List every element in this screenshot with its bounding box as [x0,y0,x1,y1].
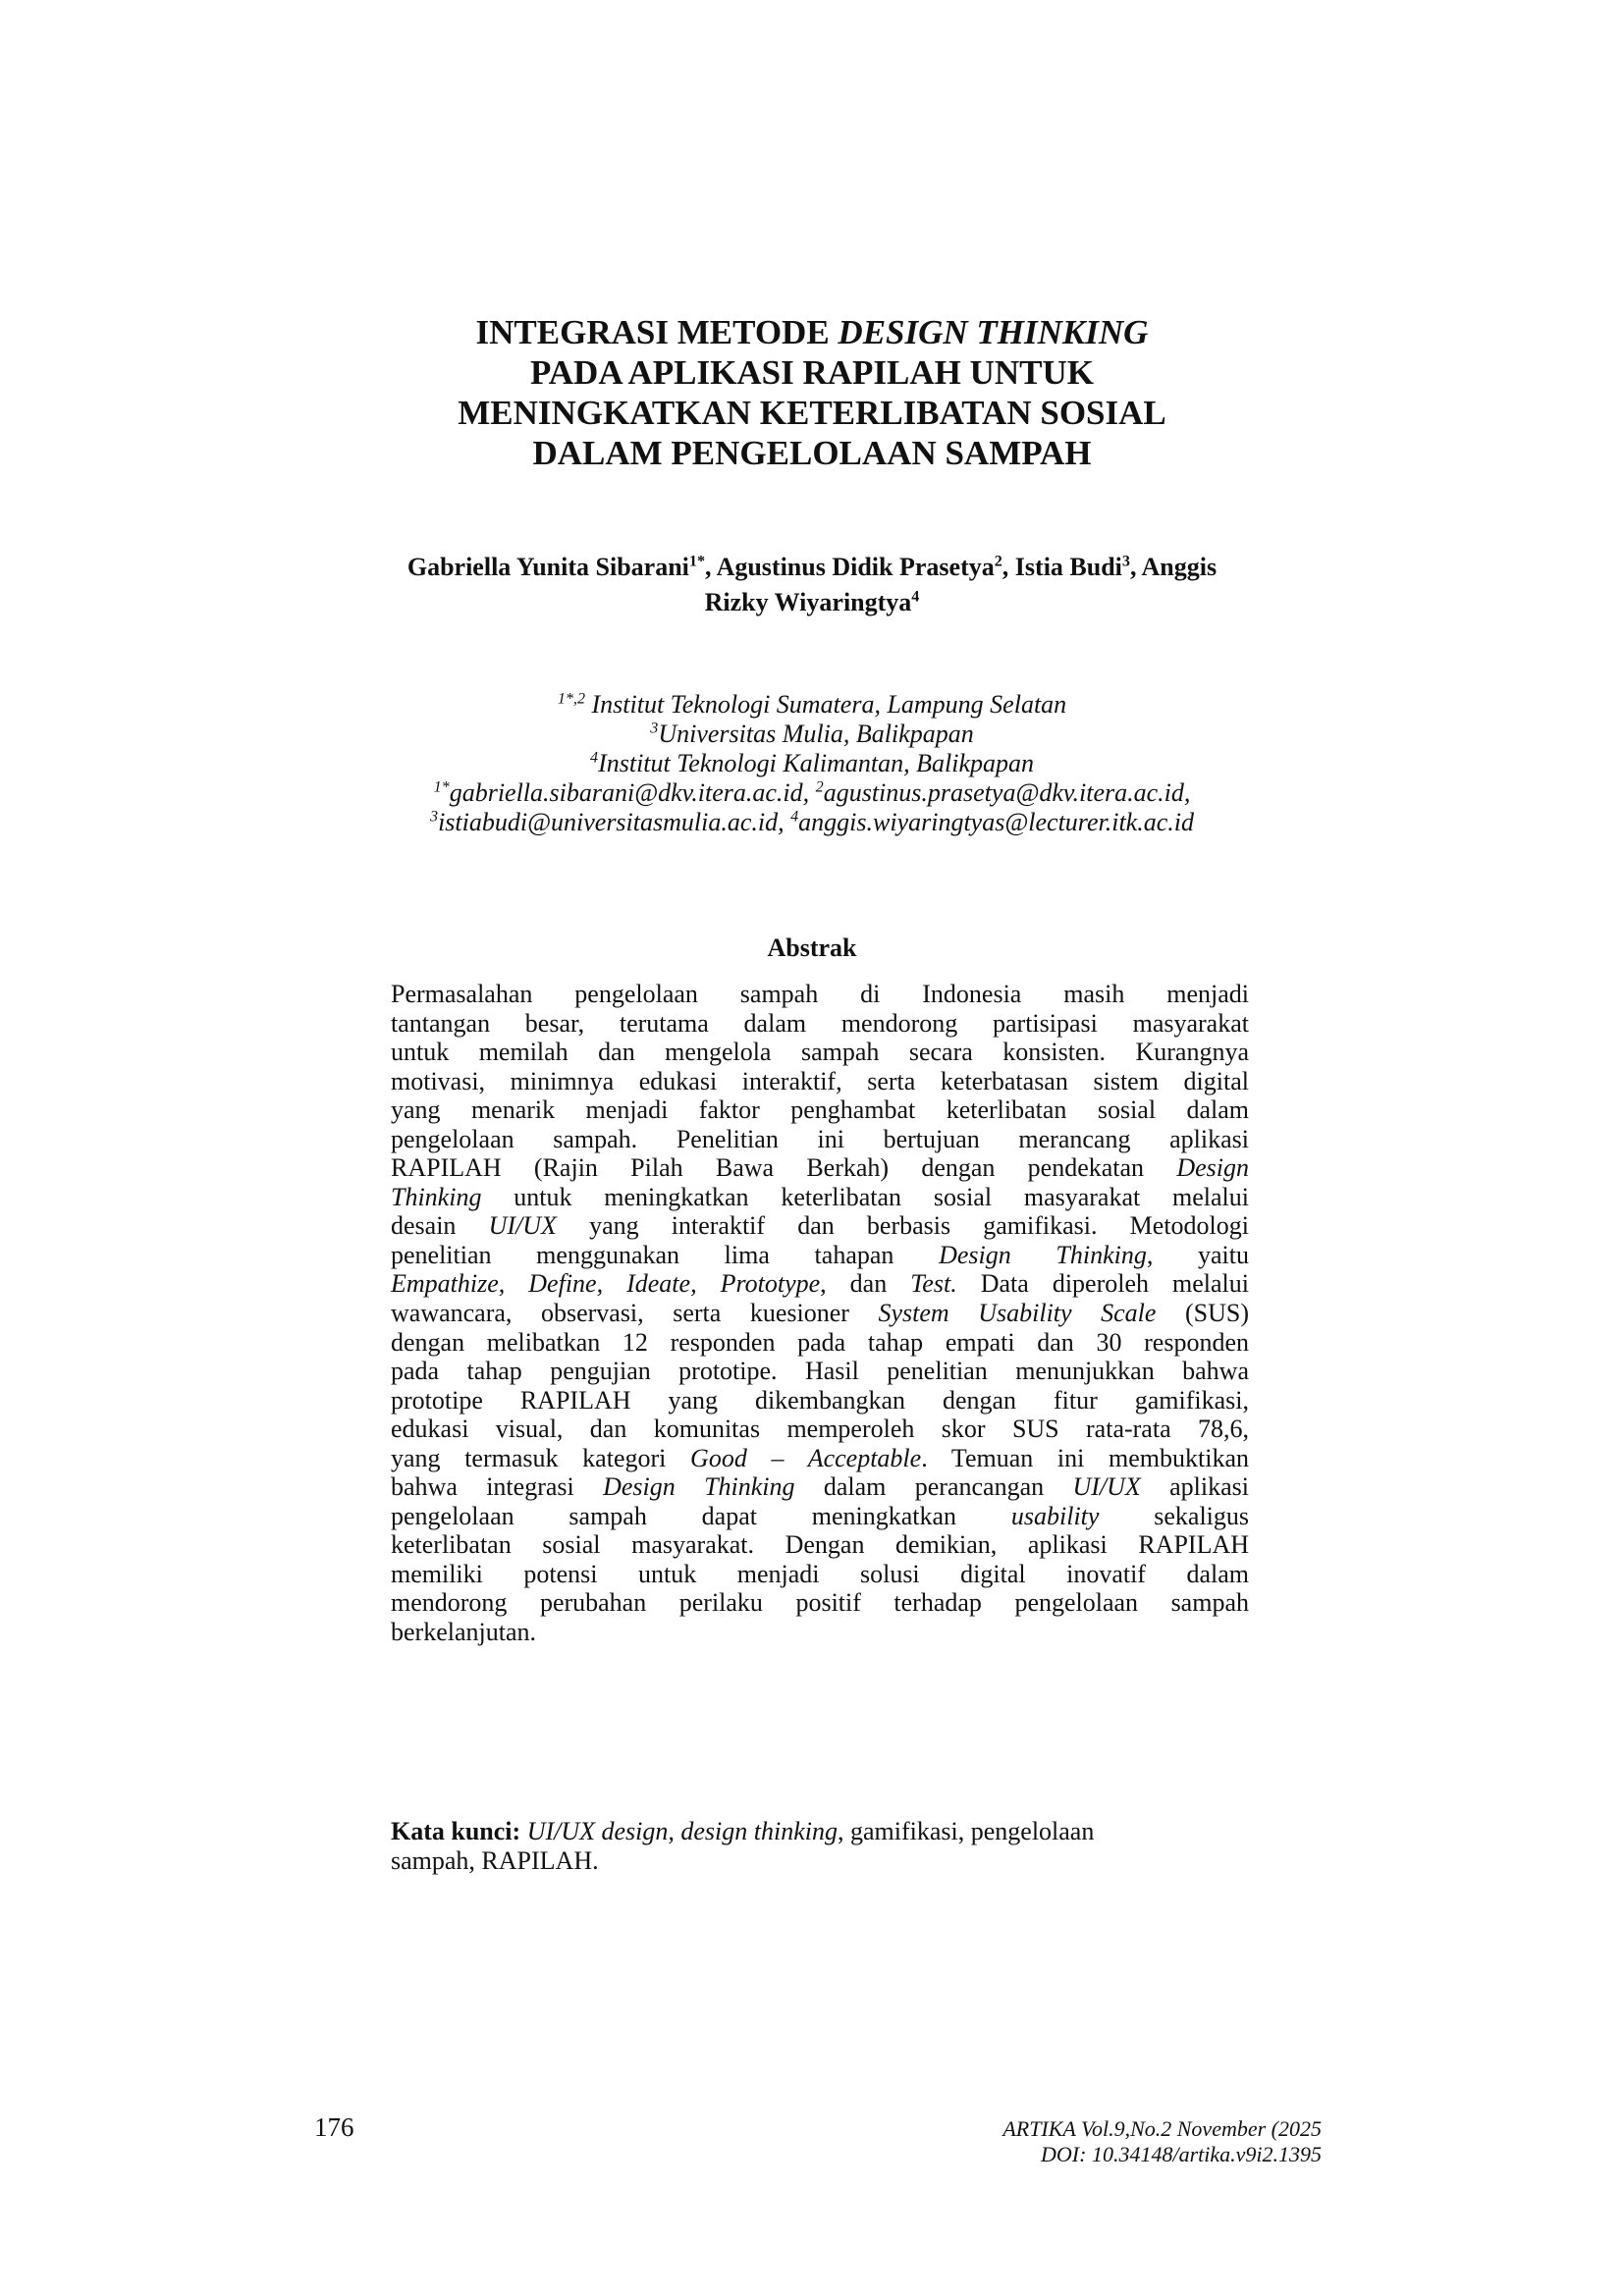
abstract-line: yang menarik menjadi faktor penghambat keterlibatan sosial dalam [391,1095,1249,1125]
abstract-text: aplikasi [1140,1472,1249,1502]
email-2[interactable]: agustinus.prasetya@dkv.itera.ac.id, [823,778,1191,807]
email-line-2 [295,808,1329,837]
email-4-sup: 4 [790,808,799,826]
abstract-text: desain [391,1211,489,1241]
abstract-line: keterlibatan sosial masyarakat. Dengan demikian, aplikasi RAPILAH [391,1530,1249,1560]
author-list [275,550,1349,620]
keywords-line-1 [391,1817,1249,1846]
affiliation-2-sup: 3 [650,720,659,737]
author-sup-3: 3 [1121,553,1130,570]
affiliation-3 [295,749,1329,778]
author-sup-2: 2 [994,553,1002,570]
abstract-line: prototipe RAPILAH yang dikembangkan dengan fitur gamifikasi, [391,1385,1249,1415]
keywords-italic: UI/UX design, design thinking [526,1817,838,1845]
email-line-1 [295,778,1329,808]
email-3[interactable]: istiabudi@universitasmulia.ac.id, [438,808,791,836]
email-1-sup: 1* [433,778,450,796]
abstract-line: memiliki potensi untuk menjadi solusi digital inovatif dalam [391,1559,1249,1588]
journal-doi[interactable]: DOI: 10.34148/artika.v9i2.1395 [1041,2142,1322,2166]
email-2-sup: 2 [815,778,824,796]
abstract-text: , yaitu [1146,1240,1249,1269]
abstract-text: pengelolaan sampah dapat meningkatkan [391,1501,1011,1530]
abstract-line [391,1299,1249,1328]
abstract-text: dalam perancangan [794,1472,1073,1502]
journal-info [844,2116,1322,2167]
abstract-line [391,1183,1249,1212]
abstract-line [391,1472,1249,1502]
affiliation-1-sup: 1*,2 [557,690,586,708]
title-line-2: PADA APLIKASI RAPILAH UNTUK [530,353,1094,392]
author-line-1 [275,550,1349,585]
affiliation-2-text: Universitas Mulia, Balikpapan [658,720,974,748]
abstract-line: untuk memilah dan mengelola sampah secara konsisten. Kurangnya [391,1038,1249,1067]
title-line-4: DALAM PENGELOLAAN SAMPAH [532,434,1092,472]
abstract-text: RAPILAH (Rajin Pilah Bawa Berkah) dengan pendekatan [391,1153,1177,1183]
keywords [391,1817,1249,1876]
affiliations [295,690,1329,837]
abstract-text: yang interaktif dan berbasis gamifikasi. Metodologi [556,1211,1249,1241]
author-line-2 [275,585,1349,620]
abstract-text: sekaligus [1099,1501,1250,1530]
abstract-text: wawancara, observasi, serta kuesioner [391,1299,879,1328]
abstract-line: mendorong perubahan perilaku positif terhadap pengelolaan sampah [391,1588,1249,1618]
abstract-italic: Good – Acceptable [690,1443,922,1472]
abstract-italic: Empathize, Define, Ideate, Prototype [391,1269,821,1299]
author-name-3: , Istia Budi [1001,553,1122,581]
affiliation-3-text: Institut Teknologi Kalimantan, Balikpapan [598,749,1034,777]
abstract-italic: Design Thinking [939,1240,1147,1269]
keywords-text: , gamifikasi, pengelolaan [837,1817,1095,1845]
affiliation-1 [295,690,1329,720]
abstract-italic: Test. [910,1269,957,1299]
abstract-text: Data diperoleh melalui [956,1269,1249,1299]
abstract-line [391,1211,1249,1241]
author-sup-4: 4 [911,588,920,606]
journal-volume: ARTIKA Vol.9,No.2 November (2025 [1002,2116,1322,2141]
author-name-1: Gabriella Yunita Sibarani [406,553,689,581]
abstract-line: Permasalahan pengelolaan sampah di Indonesia masih menjadi [391,980,1249,1008]
title-line-1 [295,312,1329,352]
author-name-4: , Anggis [1129,553,1218,581]
abstract-line [391,1502,1249,1531]
abstract-text: . Temuan ini membuktikan [921,1443,1250,1472]
email-4[interactable]: anggis.wiyaringtyas@lecturer.itk.ac.id [798,808,1194,836]
abstract-italic: UI/UX [1072,1472,1141,1502]
email-3-sup: 3 [430,808,439,826]
abstract-text: yang termasuk kategori [391,1443,691,1472]
abstract-line: pada tahap pengujian prototipe. Hasil penelitian menunjukkan bahwa [391,1357,1249,1386]
abstract-heading: Abstrak [767,934,857,962]
abstract-line: edukasi visual, dan komunitas memperoleh skor SUS rata-rata 78,6, [391,1415,1249,1444]
abstract-line [391,1444,1249,1473]
abstract-text: penelitian menggunakan lima tahapan [391,1240,940,1269]
abstract-line [391,1153,1249,1183]
title-line-3: MENINGKATKAN KETERLIBATAN SOSIAL [458,394,1166,432]
title-line-1-emphasis: DESIGN THINKING [838,313,1149,351]
abstract-body [391,980,1249,1647]
abstract-text: bahwa integrasi [391,1472,604,1502]
affiliation-2 [295,720,1329,749]
abstract-line: dengan melibatkan 12 responden pada tahap empati dan 30 responden [391,1327,1249,1357]
title-line-1-text: INTEGRASI METODE [475,313,839,351]
affiliation-3-sup: 4 [590,749,599,767]
author-sup-1: 1* [688,553,705,570]
page-number: 176 [314,2112,354,2142]
paper-title [295,312,1329,473]
abstract-italic: Design [1176,1153,1249,1183]
keywords-line-2: sampah, RAPILAH. [391,1846,599,1875]
email-1[interactable]: gabriella.sibarani@dkv.itera.ac.id, [449,778,816,807]
abstract-text: untuk meningkatkan keterlibatan sosial masyarakat melalui [481,1182,1249,1211]
abstract-italic: usability [1010,1501,1100,1530]
abstract-text: , dan [820,1269,911,1299]
abstract-italic: Thinking [391,1182,482,1211]
abstract-text: (SUS) [1156,1299,1249,1328]
abstract-line [391,1241,1249,1270]
abstract-line: pengelolaan sampah. Penelitian ini bertujuan merancang aplikasi [391,1124,1249,1153]
abstract-line: tantangan besar, terutama dalam mendorong partisipasi masyarakat [391,1008,1249,1038]
keywords-label: Kata kunci: [391,1817,521,1845]
affiliation-1-text: Institut Teknologi Sumatera, Lampung Selatan [585,690,1067,719]
abstract-line [391,1269,1249,1299]
abstract-line: motivasi, minimnya edukasi interaktif, serta keterbatasan sistem digital [391,1066,1249,1095]
abstract-italic: System Usability Scale [878,1299,1157,1328]
author-name-2: , Agustinus Didik Prasetya [705,553,995,581]
author-name-4-cont: Rizky Wiyaringtya [704,588,912,616]
abstract-italic: Design Thinking [603,1472,795,1502]
abstract-line: berkelanjutan. [391,1618,536,1647]
abstract-italic: UI/UX [488,1211,557,1241]
